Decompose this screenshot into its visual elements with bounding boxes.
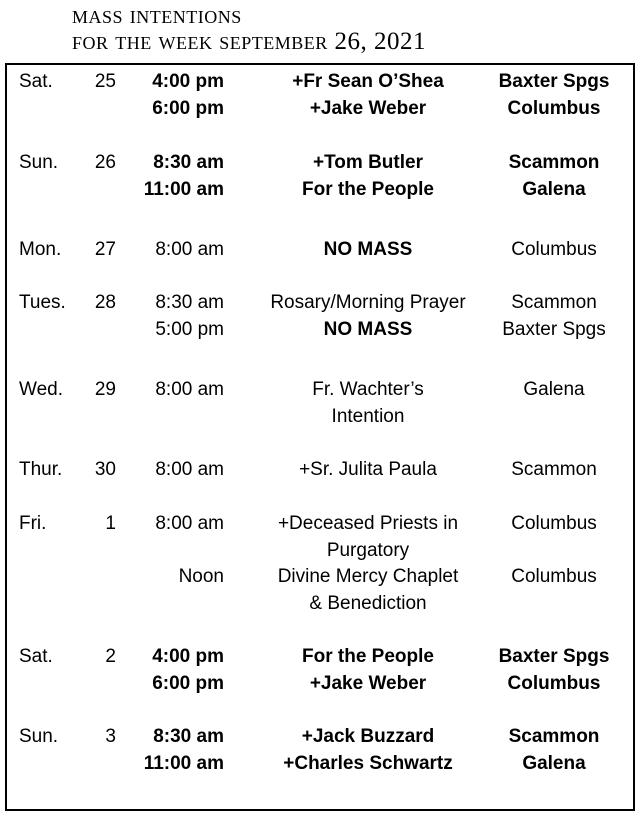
intention-cell: For the People <box>302 179 434 200</box>
date-cell: 2 <box>105 646 116 667</box>
intention-cell: Purgatory <box>326 540 410 561</box>
day-cell: Sat. <box>19 646 53 667</box>
page-title-line-2: for the week september 26, 2021 <box>72 28 427 55</box>
intention-cell: +Charles Schwartz <box>283 753 453 774</box>
intention-cell: NO MASS <box>323 239 413 260</box>
intention-cell: Fr. Wachter’s <box>312 379 424 400</box>
day-cell: Tues. <box>19 292 66 313</box>
date-cell: 25 <box>94 71 116 92</box>
location-cell: Columbus <box>507 673 601 694</box>
time-cell: 8:00 am <box>155 513 224 534</box>
intention-cell: +Fr Sean O’Shea <box>292 71 444 92</box>
time-cell: 8:00 am <box>155 459 224 480</box>
location-cell: Scammon <box>511 292 597 313</box>
time-cell: 8:30 am <box>155 292 224 313</box>
location-cell: Baxter Spgs <box>498 646 610 667</box>
time-cell: 4:00 pm <box>152 71 224 92</box>
intention-cell: +Deceased Priests in <box>277 513 459 534</box>
day-cell: Sat. <box>19 71 53 92</box>
date-cell: 1 <box>105 513 116 534</box>
day-cell: Wed. <box>19 379 64 400</box>
schedule-table <box>5 63 635 811</box>
location-cell: Galena <box>522 179 586 200</box>
date-cell: 28 <box>94 292 116 313</box>
intention-cell: NO MASS <box>323 319 413 340</box>
intention-cell: +Jack Buzzard <box>301 726 435 747</box>
time-cell: 6:00 pm <box>152 98 224 119</box>
time-cell: Noon <box>178 566 224 587</box>
intention-cell: For the People <box>302 646 434 667</box>
date-cell: 27 <box>94 239 116 260</box>
time-cell: 5:00 pm <box>155 319 224 340</box>
location-cell: Baxter Spgs <box>498 71 610 92</box>
time-cell: 4:00 pm <box>152 646 224 667</box>
day-cell: Sun. <box>19 152 59 173</box>
date-cell: 29 <box>94 379 116 400</box>
location-cell: Columbus <box>507 98 601 119</box>
location-cell: Columbus <box>511 513 597 534</box>
time-cell: 8:30 am <box>153 726 224 747</box>
time-cell: 11:00 am <box>143 753 224 774</box>
intention-cell: Divine Mercy Chaplet <box>277 566 459 587</box>
location-cell: Galena <box>523 379 585 400</box>
location-cell: Scammon <box>508 152 600 173</box>
day-cell: Sun. <box>19 726 59 747</box>
location-cell: Columbus <box>511 239 597 260</box>
location-cell: Baxter Spgs <box>502 319 606 340</box>
day-cell: Thur. <box>19 459 63 480</box>
location-cell: Columbus <box>511 566 597 587</box>
intention-cell: +Jake Weber <box>309 98 427 119</box>
intention-cell: +Tom Butler <box>313 152 423 173</box>
date-cell: 26 <box>94 152 116 173</box>
intention-cell: & Benediction <box>309 593 427 614</box>
time-cell: 6:00 pm <box>152 673 224 694</box>
date-cell: 30 <box>94 459 116 480</box>
location-cell: Scammon <box>511 459 597 480</box>
page-title-line-1: mass intentions <box>72 2 242 29</box>
time-cell: 11:00 am <box>143 179 224 200</box>
location-cell: Scammon <box>508 726 600 747</box>
day-cell: Mon. <box>19 239 62 260</box>
intention-cell: +Sr. Julita Paula <box>299 459 437 480</box>
location-cell: Galena <box>522 753 586 774</box>
intention-cell: Rosary/Morning Prayer <box>270 292 466 313</box>
time-cell: 8:30 am <box>153 152 224 173</box>
day-cell: Fri. <box>19 513 47 534</box>
time-cell: 8:00 am <box>155 239 224 260</box>
time-cell: 8:00 am <box>155 379 224 400</box>
intention-cell: Intention <box>331 406 405 427</box>
date-cell: 3 <box>105 726 116 747</box>
intention-cell: +Jake Weber <box>309 673 427 694</box>
